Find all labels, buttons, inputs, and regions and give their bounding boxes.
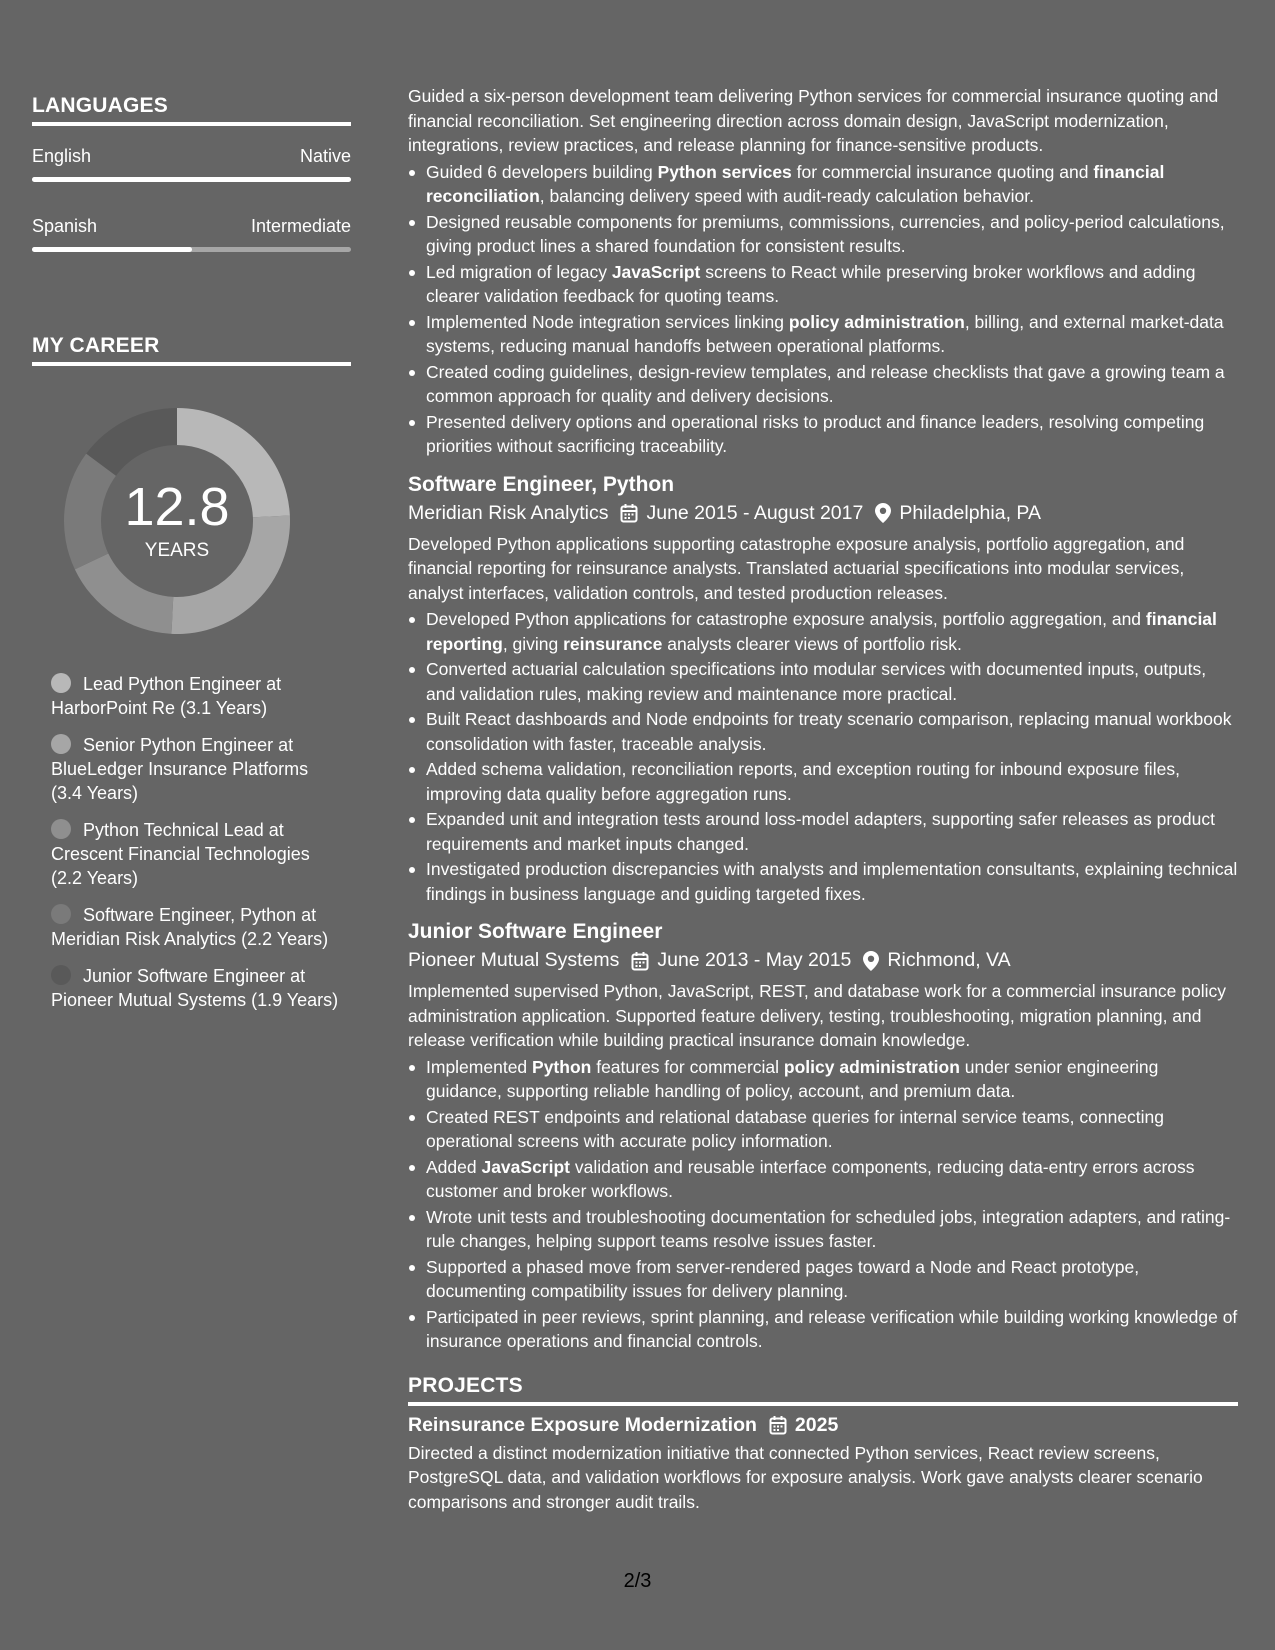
legend-dot [51, 904, 71, 924]
intro-bullet-list [408, 160, 1238, 459]
job-summary: Developed Python applications supporting catastrophe exposure analysis, portfolio aggregation, and financial reporting for reinsurance analysts. Translated actuarial specifications into modular services, analyst interfaces, validation controls, and tested production releases. [408, 533, 1185, 603]
calendar-icon [769, 1415, 787, 1435]
career-legend-item [51, 903, 341, 951]
location-pin-icon [863, 951, 879, 971]
intro-bullet: Guided 6 developers building Python services for commercial insurance quoting and financial reconciliation, balancing delivery speed with audit-ready calculation behavior. [408, 160, 1238, 209]
job-entry [408, 918, 1238, 1354]
job-title: Junior Software Engineer [408, 920, 663, 943]
project-entry [408, 1414, 1238, 1515]
job-title: Software Engineer, Python [408, 472, 675, 496]
career-total-unit: YEARS [144, 540, 210, 561]
language-level: Intermediate [250, 216, 351, 236]
language-proficiency-fill [32, 247, 192, 252]
job-bullet-list [408, 607, 1238, 906]
job-bullet: Built React dashboards and Node endpoints for treaty scenario comparison, replacing manual workbook consolidation with faster, traceable analysis. [408, 707, 1238, 756]
location-pin-icon [875, 503, 891, 523]
project-year: 2025 [794, 1413, 839, 1436]
career-legend-item [51, 818, 341, 890]
languages-heading: LANGUAGES [32, 94, 351, 126]
calendar-icon [631, 951, 649, 971]
career-legend-item [51, 733, 341, 805]
job-bullet: Participated in peer reviews, sprint planning, and release verification while building working knowledge of insurance operations and financial controls. [408, 1305, 1238, 1354]
language-item [32, 146, 351, 182]
intro-bullet: Designed reusable components for premiums, commissions, currencies, and policy-period calculations, giving product lines a shared foundation for consistent results. [408, 210, 1238, 259]
job-bullet: Expanded unit and integration tests around loss-model adapters, supporting safer releases as product requirements and market inputs changed. [408, 807, 1238, 856]
intro-bullet: Presented delivery options and operational risks to product and finance leaders, resolving competing priorities without sacrificing traceability. [408, 410, 1238, 459]
job-bullet: Converted actuarial calculation specifications into modular services with documented inputs, outputs, and validation rules, making review and maintenance more practical. [408, 657, 1238, 706]
job-entry [408, 471, 1238, 907]
career-total-years: 12.8 [124, 477, 230, 537]
language-proficiency-bar [32, 247, 351, 252]
language-proficiency-bar [32, 177, 351, 182]
job-summary: Implemented supervised Python, JavaScript, REST, and database work for a commercial insurance policy administration application. Supported feature delivery, testing, troubleshooting, migration planning, and release verification while building practical insurance domain knowledge. [408, 981, 1227, 1050]
career-legend-label: Senior Python Engineer at BlueLedger Insurance Platforms (3.4 Years) [51, 735, 309, 803]
language-item [32, 216, 351, 252]
job-bullet: Added schema validation, reconciliation reports, and exception routing for inbound exposure files, improving data quality before aggregation runs. [408, 757, 1238, 806]
job-bullet: Investigated production discrepancies with analysts and implementation consultants, explaining technical findings in business language and guiding targeted fixes. [408, 857, 1238, 906]
sidebar [32, 94, 351, 1025]
legend-dot [51, 734, 71, 754]
intro-summary: Guided a six-person development team delivering Python services for commercial insurance quoting and financial reconciliation. Set engineering direction across domain design, JavaScript modernization, integrations, review practices, and release planning for finance-sensitive products. [408, 86, 1219, 155]
job-company: Pioneer Mutual Systems [408, 949, 620, 971]
career-donut-chart [62, 406, 292, 636]
legend-dot [51, 673, 71, 693]
job-bullet: Wrote unit tests and troubleshooting documentation for scheduled jobs, integration adapters, and rating-rule changes, helping support teams resolve issues faster. [408, 1205, 1238, 1254]
job-bullet: Implemented Python features for commercial policy administration under senior engineering guidance, supporting reliable handling of policy, account, and premium data. [408, 1055, 1238, 1104]
career-heading: MY CAREER [32, 334, 351, 366]
calendar-icon [620, 503, 638, 523]
language-name: English [32, 146, 92, 166]
job-location: Philadelphia, PA [899, 501, 1041, 524]
project-description: Directed a distinct modernization initiative that connected Python services, React review screens, PostgreSQL data, and validation workflows for exposure analysis. Work gave analysts clearer scenario comparisons and stronger audit trails. [408, 1442, 1203, 1512]
job-meta [408, 502, 1238, 525]
intro-bullet: Led migration of legacy JavaScript screens to React while preserving broker workflows and adding clearer validation feedback for quoting teams. [408, 260, 1238, 309]
job-bullet: Added JavaScript validation and reusable interface components, reducing data-entry errors across customer and broker workflows. [408, 1155, 1238, 1204]
legend-dot [51, 965, 71, 985]
job-bullet: Created REST endpoints and relational database queries for internal service teams, connecting operational screens with accurate policy information. [408, 1105, 1238, 1154]
career-legend [51, 672, 341, 1012]
career-legend-item [51, 672, 341, 720]
job-bullet-list [408, 1055, 1238, 1354]
job-company: Meridian Risk Analytics [408, 501, 609, 524]
language-name: Spanish [32, 216, 98, 236]
career-legend-label: Junior Software Engineer at Pioneer Mutual Systems (1.9 Years) [51, 966, 339, 1010]
projects-heading: PROJECTS [408, 1374, 1238, 1406]
job-meta [408, 949, 1238, 972]
career-legend-label: Python Technical Lead at Crescent Financial Technologies (2.2 Years) [51, 820, 310, 888]
project-name: Reinsurance Exposure Modernization [408, 1413, 757, 1436]
career-legend-label: Lead Python Engineer at HarborPoint Re (3.1 Years) [51, 674, 282, 718]
language-level: Native [299, 146, 351, 166]
language-proficiency-fill [32, 177, 351, 182]
main-content [408, 84, 1238, 1514]
job-location: Richmond, VA [887, 949, 1011, 971]
job-bullet: Developed Python applications for catastrophe exposure analysis, portfolio aggregation, and financial reporting, giving reinsurance analysts clearer views of portfolio risk. [408, 607, 1238, 656]
page-number: 2/3 [623, 1570, 652, 1592]
intro-bullet: Implemented Node integration services linking policy administration, billing, and external market-data systems, reducing manual handoffs between operational platforms. [408, 310, 1238, 359]
legend-dot [51, 819, 71, 839]
career-legend-item [51, 964, 341, 1012]
job-dates: June 2013 - May 2015 [657, 949, 852, 971]
job-dates: June 2015 - August 2017 [646, 501, 864, 524]
career-legend-label: Software Engineer, Python at Meridian Risk Analytics (2.2 Years) [51, 905, 329, 949]
job-bullet: Supported a phased move from server-rendered pages toward a Node and React prototype, documenting compatibility issues for delivery planning. [408, 1255, 1238, 1304]
intro-bullet: Created coding guidelines, design-review templates, and release checklists that gave a growing team a common approach for quality and delivery decisions. [408, 360, 1238, 409]
